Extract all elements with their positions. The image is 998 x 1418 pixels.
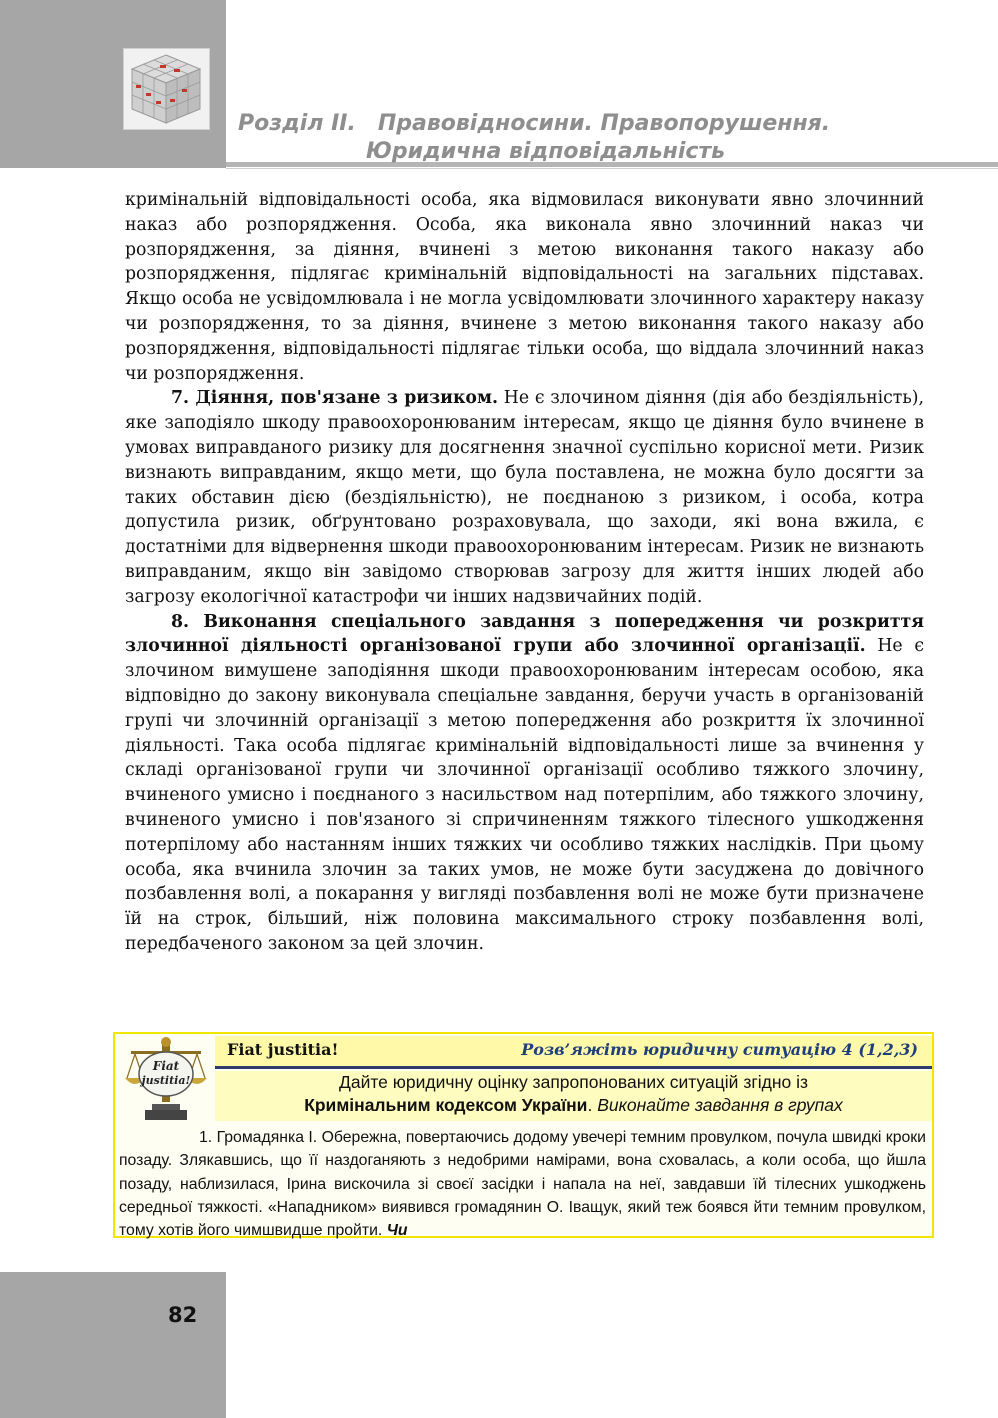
logo-word-2: justitia! bbox=[141, 1074, 191, 1087]
task-1 bbox=[119, 1126, 926, 1242]
paragraph-1: кримінальній відповідальності особа, яка відмовилася виконувати явно злочинний наказ або розпорядження. Особа, яка виконала явно злочинний наказ чи розпорядження, за діяння, вчинені з метою виконання такого наказу або розпорядження, підлягає кримінальній відповідальності на загальних підставах. Якщо особа не усвідомлювала і не могла усвідомлювати злочинного характеру наказу чи розпорядження, то за діяння, вчинене з метою виконання такого наказу або розпорядження, відповідальності підлягає тільки особа, що віддала злочинний наказ чи розпорядження. bbox=[125, 190, 924, 384]
chapter-cube-icon bbox=[123, 48, 210, 130]
paragraph-2-title: 7. Діяння, пов'язане з ризиком. bbox=[171, 388, 498, 409]
legal-situation-box bbox=[113, 1032, 934, 1238]
chapter-title-line2: Юридична відповідальність bbox=[366, 139, 726, 164]
instruction-groups: Виконайте завдання в групах bbox=[597, 1095, 843, 1115]
sidebar-bottom-band bbox=[0, 1272, 226, 1418]
chapter-label: Розділ ІІ. bbox=[238, 111, 356, 136]
task-1-continuation: Чи bbox=[386, 1222, 408, 1240]
paragraph-3 bbox=[125, 610, 924, 957]
fiat-justitia-scales-icon bbox=[125, 1036, 207, 1122]
task-1-text: 1. Громадянка І. Обережна, повертаючись додому увечері темним провулком, почула швидкі кроки позаду. Злякавшись, що її наздоганяють з недобрими намірами, вона сховалась, а коли особа, що йшла позаду, наблизилася, Ірина вискочила зі своєї засідки і напала на неї, завдавши їй тілесних ушкоджень середньої тяжкості. «Нападником» виявився громадянин О. Іващук, який теж боявся йти темним провулком, тому хотів його чимшвидше пройти. bbox=[119, 1129, 926, 1240]
box-label: Fiat justitia! bbox=[227, 1040, 339, 1059]
main-text bbox=[125, 188, 924, 957]
page-number: 82 bbox=[168, 1303, 198, 1327]
header-rule-thin bbox=[226, 168, 998, 169]
box-instruction bbox=[215, 1071, 932, 1121]
paragraph-2 bbox=[125, 386, 924, 609]
paragraph-2-text: Не є злочином діяння (дія або бездіяльність), яке заподіяло шкоду правоохоронюваним інтересам, якщо це діяння було вчинене в умовах виправданого ризику для досягнення значної суспільно корисної мети. Ризик визнають виправданим, якщо мети, що була поставлена, не можна було досягти за таких обставин дією (бездіяльністю), не поєднаною з ризиком, і особа, котра допустила ризик, обґрунтовано розраховувала, що заходи, які вона вжила, є достатніми для відвернення шкоди правоохоронюваним інтересам. Ризик не визнають виправданим, якщо він завідомо створював загрозу для життя інших людей або загрозу екологічної катастрофи чи інших надзвичайних подій. bbox=[125, 388, 924, 607]
situation-title: Розв’яжіть юридичну ситуацію 4 (1,2,3) bbox=[521, 1040, 918, 1059]
paragraph-3-text: Не є злочином вимушене заподіяння шкоди правоохоронюваним інтересам особою, яка відповідно до закону виконувала спеціальне завдання, беручи участь в організованій групі чи злочинній організації з метою попередження або розкриття їх злочинної діяльності. Така особа підлягає кримінальній відповідальності лише за вчинення у складі організованої групи чи злочинної організації особливо тяжкого злочину, вчиненого умисно і поєднаного з насильством над потерпілим, або тяжкого злочину, вчиненого умисно і пов'язаного зі спричиненням тяжкого тілесного ушкодження потерпілому або настанням інших тяжких чи особливо тяжких наслідків. При цьому особа, яка вчинила злочин за таких умов, не може бути засуджена до довічного позбавлення волі, а покарання у вигляді позбавлення волі не може бути призначене їй на строк, більший, ніж половина максимального строку позбавлення волі, передбаченого законом за цей злочин. bbox=[125, 636, 924, 954]
paragraph-3-title: 8. Виконання спеціального завдання з попередження чи розкриття злочинної діяльності організованої групи або злочинної організації. bbox=[125, 611, 924, 657]
instruction-line1: Дайте юридичну оцінку запропонованих ситуацій згідно із bbox=[339, 1072, 808, 1092]
chapter-title-line1: Правовідносини. Правопорушення. bbox=[377, 111, 831, 136]
instruction-code: Кримінальним кодексом України bbox=[304, 1095, 588, 1115]
chapter-heading bbox=[238, 110, 938, 166]
logo-word-1: Fiat bbox=[152, 1059, 180, 1073]
instruction-separator: . bbox=[587, 1095, 598, 1115]
box-header bbox=[215, 1036, 932, 1069]
